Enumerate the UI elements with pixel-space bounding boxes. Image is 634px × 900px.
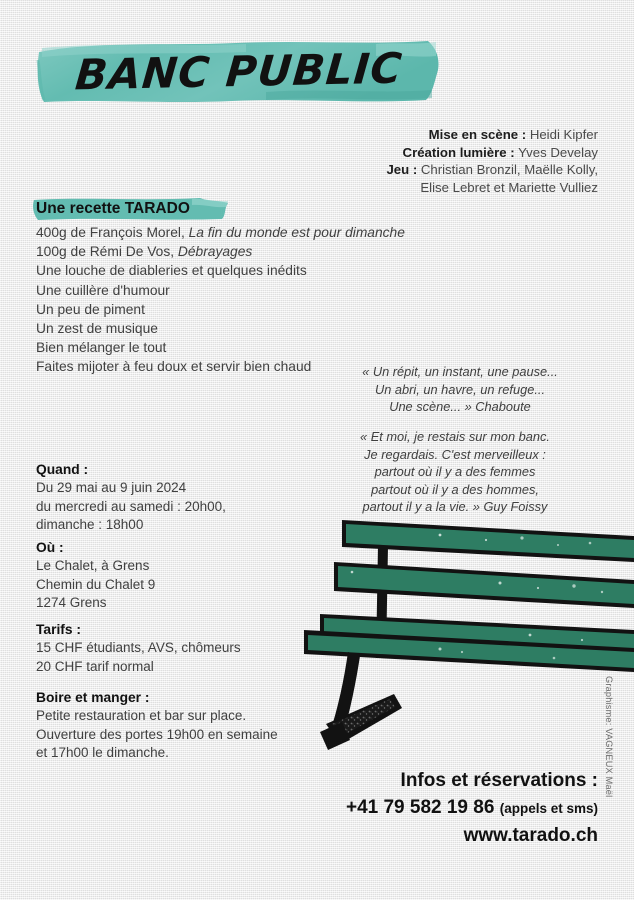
info-line: et 17h00 le dimanche.	[36, 745, 169, 761]
phone-note: (appels et sms)	[499, 801, 598, 816]
quote-line: partout où il y a des hommes,	[371, 481, 539, 497]
list-item	[36, 338, 436, 357]
quote-line: « Un répit, un instant, une pause...	[362, 364, 558, 379]
list-item	[36, 281, 436, 300]
credit-value: Heidi Kipfer	[526, 127, 598, 142]
recipe-list	[36, 223, 436, 377]
quote-line: partout il y a la vie. » Guy Foissy	[362, 499, 548, 515]
info-line: 15 CHF étudiants, AVS, chômeurs	[36, 640, 241, 655]
graphisme-credit: Graphisme: VAGNEUX Maël	[604, 676, 614, 798]
info-line: Du 29 mai au 9 juin 2024	[36, 480, 187, 495]
credit-label: Jeu :	[386, 162, 418, 177]
phone-number[interactable]: +41 79 582 19 86	[345, 797, 495, 818]
credit-value: Yves Develay	[514, 144, 598, 160]
credit-label: Création lumière :	[402, 144, 515, 160]
quote-chaboute	[310, 363, 610, 416]
recipe-heading-wrap	[36, 198, 190, 220]
info-line: Petite restauration et bar sur place.	[36, 708, 247, 723]
recipe-item-text: 400g de François Morel,	[36, 225, 189, 240]
info-line: Le Chalet, à Grens	[36, 558, 150, 573]
park-bench-icon	[290, 518, 634, 768]
list-item	[36, 223, 436, 242]
credit-label: Mise en scène :	[428, 127, 527, 142]
info-line: dimanche : 18h00	[36, 517, 144, 533]
info-line: 20 CHF tarif normal	[36, 658, 154, 674]
list-item	[36, 300, 436, 319]
list-item	[36, 261, 436, 280]
recipe-item-text: Un zest de musique	[36, 321, 158, 337]
info-line: du mercredi au samedi : 20h00,	[36, 498, 226, 514]
quote-guy-foissy	[300, 428, 610, 516]
list-item	[36, 319, 436, 338]
recipe-item-text: 100g de Rémi De Vos,	[36, 244, 178, 260]
list-item	[36, 242, 436, 261]
recipe-item-text: Une cuillère d'humour	[36, 282, 170, 298]
recipe-item-title: Débrayages	[177, 244, 253, 260]
recipe-item-text: Faites mijoter à feu doux et servir bien chaud	[36, 359, 312, 375]
infos-label: Infos et réservations :	[400, 770, 598, 791]
recipe-block	[36, 198, 436, 377]
title-banner	[36, 36, 442, 106]
info-title: Tarifs :	[36, 622, 81, 637]
recipe-heading: Une recette TARADO	[36, 200, 190, 217]
info-title: Boire et manger :	[36, 690, 150, 705]
bench-illustration	[290, 518, 634, 768]
quote-line: Je regardais. C'est merveilleux :	[364, 446, 546, 462]
info-title: Où :	[36, 540, 64, 555]
credit-line	[268, 144, 598, 162]
phone-line[interactable]	[238, 794, 598, 822]
recipe-item-title: La fin du monde est pour dimanche	[188, 225, 405, 240]
credit-value: Elise Lebret et Mariette Vulliez	[420, 179, 598, 195]
credit-value: Christian Bronzil, Maëlle Kolly,	[417, 162, 598, 177]
recipe-item-text: Un peu de piment	[36, 301, 145, 317]
credit-line	[268, 161, 598, 179]
quote-line: « Et moi, je restais sur mon banc.	[360, 429, 550, 444]
contact-block	[238, 768, 598, 850]
website-link[interactable]: www.tarado.ch	[463, 825, 598, 846]
recipe-item-text: Bien mélanger le tout	[36, 340, 167, 356]
info-line: Ouverture des portes 19h00 en semaine	[36, 726, 278, 742]
info-line: Chemin du Chalet 9	[36, 576, 156, 592]
credits-block	[268, 126, 598, 196]
info-title: Quand :	[36, 462, 89, 477]
quote-line: Un abri, un havre, un refuge...	[374, 381, 545, 397]
info-line: 1274 Grens	[36, 595, 107, 611]
recipe-item-text: Une louche de diableries et quelques inédits	[36, 263, 307, 279]
page-title: BANC PUBLIC	[73, 43, 405, 99]
quote-line: Une scène... » Chaboute	[389, 399, 531, 415]
credit-line	[268, 179, 598, 197]
credit-line	[268, 126, 598, 144]
quote-line: partout où il y a des femmes	[374, 464, 536, 480]
